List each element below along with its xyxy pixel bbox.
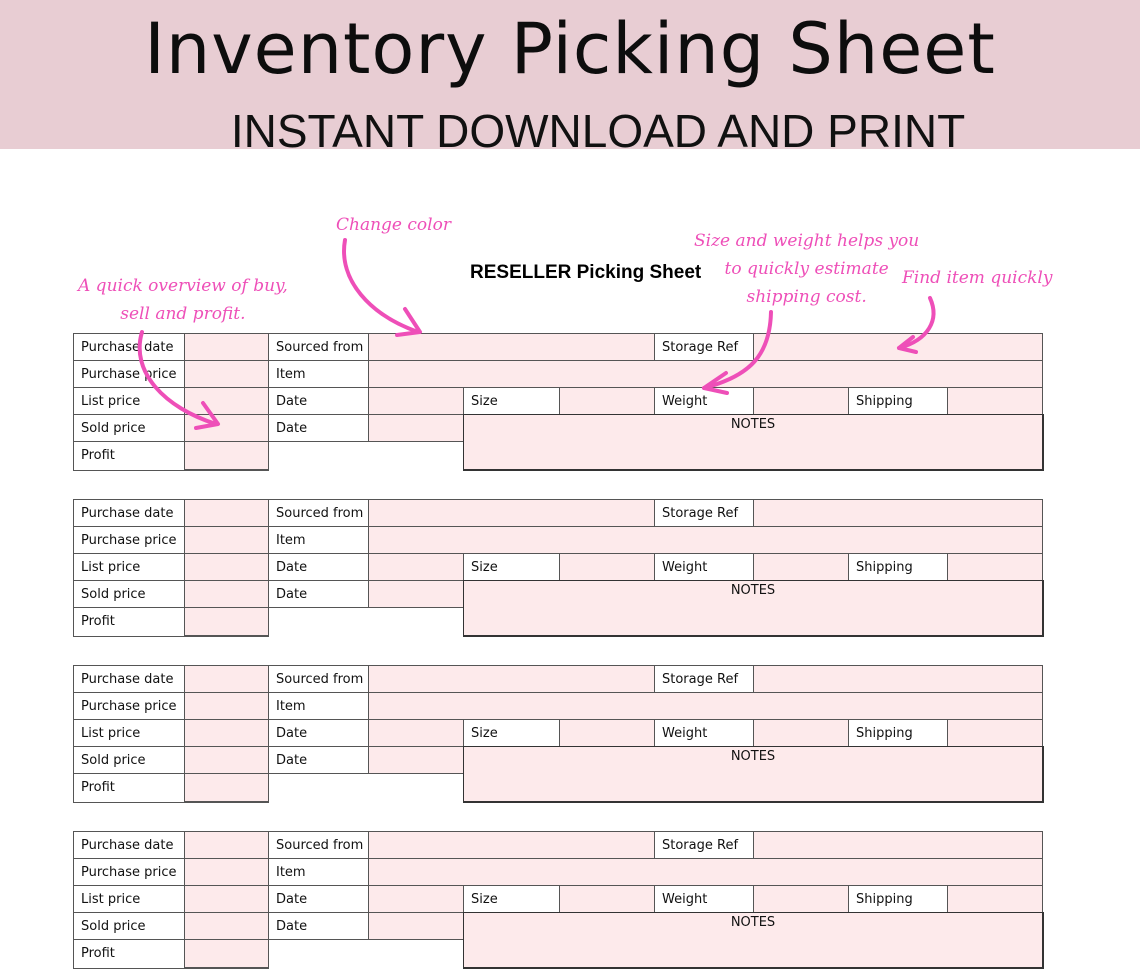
label-list-price: List price xyxy=(73,719,185,747)
label-purchase-price: Purchase price xyxy=(73,858,185,886)
sheet-title: RESELLER Picking Sheet xyxy=(470,262,702,283)
annotation-find-item: Find item quickly xyxy=(902,268,1053,288)
label-shipping: Shipping xyxy=(848,719,948,747)
label-weight: Weight xyxy=(654,719,754,747)
label-date: Date xyxy=(268,553,369,581)
label-sourced-from: Sourced from xyxy=(268,333,369,361)
label-storage-ref: Storage Ref xyxy=(654,333,754,361)
arrow-change-color xyxy=(344,240,418,332)
label-item: Item xyxy=(268,526,369,554)
date-field[interactable] xyxy=(368,885,464,913)
banner-title: Inventory Picking Sheet xyxy=(144,8,996,90)
label-date: Date xyxy=(268,746,369,774)
label-item: Item xyxy=(268,692,369,720)
banner-subtitle: INSTANT DOWNLOAD AND PRINT xyxy=(230,105,966,157)
label-date: Date xyxy=(268,719,369,747)
label-weight: Weight xyxy=(654,885,754,913)
label-profit: Profit xyxy=(73,773,185,803)
annotation-overview-line: sell and profit. xyxy=(120,304,246,324)
label-size: Size xyxy=(463,387,560,415)
notes-field[interactable]: NOTES xyxy=(463,746,1044,803)
date-field[interactable] xyxy=(368,912,464,940)
annotation-change-color: Change color xyxy=(336,215,451,235)
label-size: Size xyxy=(463,719,560,747)
shipping-field[interactable] xyxy=(947,885,1043,913)
sold-price-field[interactable] xyxy=(184,912,269,940)
notes-field[interactable]: NOTES xyxy=(463,580,1044,637)
label-sourced-from: Sourced from xyxy=(268,499,369,527)
annotation-size-weight-line: to quickly estimate xyxy=(724,259,889,279)
label-purchase-date: Purchase date xyxy=(73,333,185,361)
label-list-price: List price xyxy=(73,553,185,581)
label-sold-price: Sold price xyxy=(73,414,185,442)
profit-field[interactable] xyxy=(184,939,269,969)
annotation-size-weight-line: Size and weight helps you xyxy=(694,231,920,251)
notes-field[interactable]: NOTES xyxy=(463,414,1044,471)
label-storage-ref: Storage Ref xyxy=(654,665,754,693)
label-profit: Profit xyxy=(73,939,185,969)
arrow-overview xyxy=(140,332,216,424)
label-shipping: Shipping xyxy=(848,553,948,581)
label-profit: Profit xyxy=(73,607,185,637)
arrow-size-weight xyxy=(704,312,771,388)
item-field[interactable] xyxy=(368,858,1043,886)
label-purchase-price: Purchase price xyxy=(73,526,185,554)
label-shipping: Shipping xyxy=(848,387,948,415)
label-date: Date xyxy=(268,885,369,913)
label-list-price: List price xyxy=(73,885,185,913)
label-size: Size xyxy=(463,885,560,913)
label-item: Item xyxy=(268,858,369,886)
label-weight: Weight xyxy=(654,553,754,581)
notes-field[interactable]: NOTES xyxy=(463,912,1044,969)
label-sourced-from: Sourced from xyxy=(268,665,369,693)
label-purchase-date: Purchase date xyxy=(73,499,185,527)
label-sold-price: Sold price xyxy=(73,746,185,774)
label-date: Date xyxy=(268,414,369,442)
label-list-price: List price xyxy=(73,387,185,415)
size-field[interactable] xyxy=(559,885,655,913)
label-size: Size xyxy=(463,553,560,581)
label-sourced-from: Sourced from xyxy=(268,831,369,859)
label-profit: Profit xyxy=(73,441,185,471)
label-storage-ref: Storage Ref xyxy=(654,831,754,859)
weight-field[interactable] xyxy=(753,885,849,913)
label-purchase-date: Purchase date xyxy=(73,665,185,693)
label-purchase-price: Purchase price xyxy=(73,692,185,720)
label-date: Date xyxy=(268,387,369,415)
purchase-price-field[interactable] xyxy=(184,858,269,886)
list-price-field[interactable] xyxy=(184,885,269,913)
arrowhead-change-color xyxy=(397,309,420,335)
label-shipping: Shipping xyxy=(848,885,948,913)
annotation-size-weight-line: shipping cost. xyxy=(746,287,867,307)
label-date: Date xyxy=(268,912,369,940)
label-sold-price: Sold price xyxy=(73,580,185,608)
label-sold-price: Sold price xyxy=(73,912,185,940)
label-purchase-price: Purchase price xyxy=(73,360,185,388)
label-storage-ref: Storage Ref xyxy=(654,499,754,527)
label-weight: Weight xyxy=(654,387,754,415)
label-item: Item xyxy=(268,360,369,388)
arrowhead-overview xyxy=(196,403,218,428)
arrow-find-item xyxy=(899,298,933,348)
annotation-overview-line: A quick overview of buy, xyxy=(78,276,288,296)
label-purchase-date: Purchase date xyxy=(73,831,185,859)
label-date: Date xyxy=(268,580,369,608)
